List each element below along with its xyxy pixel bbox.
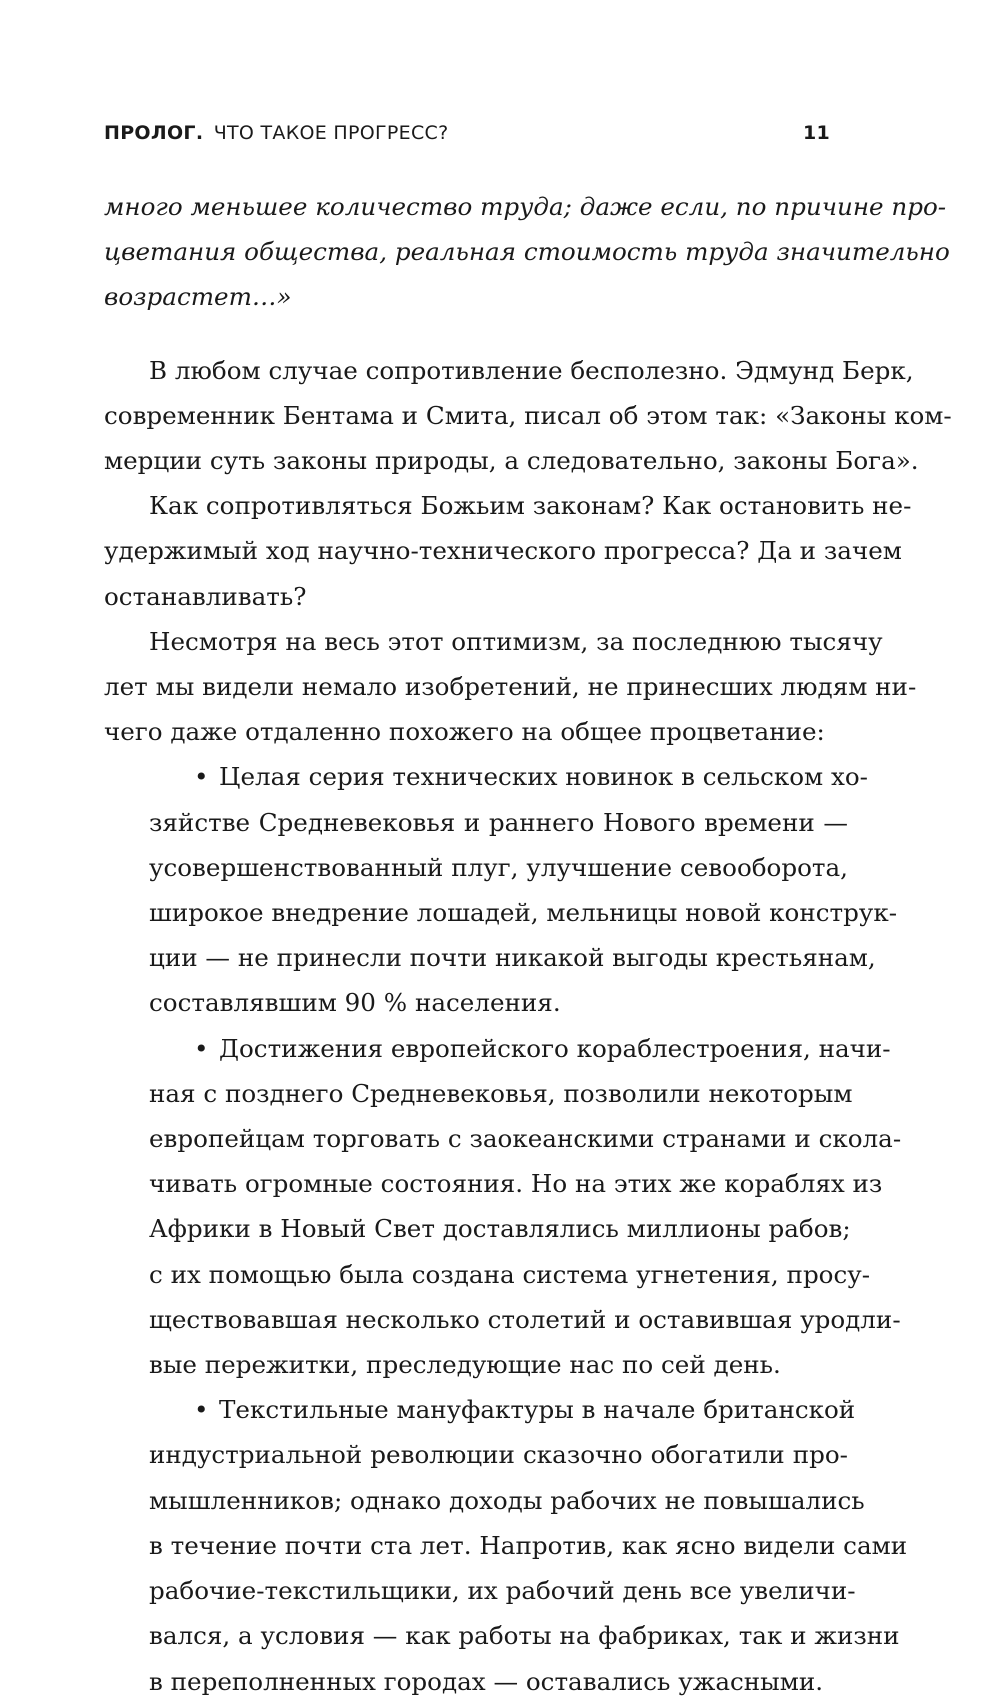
list-item-line: зяйстве Средневековья и раннего Нового времени —: [149, 807, 848, 837]
list-item-line: в течение почти ста лет. Напротив, как ясно видели сами: [149, 1530, 908, 1560]
list-item: [104, 754, 898, 1025]
text-line: лет мы видели немало изобретений, не принесших людям ни-: [104, 672, 917, 702]
list-item-line: чивать огромные состояния. Но на этих же кораблях из: [149, 1169, 883, 1199]
bullet-icon: •: [194, 1033, 209, 1063]
list-item-line: мышленников; однако доходы рабочих не повышались: [149, 1485, 865, 1515]
paragraph: [104, 619, 917, 755]
running-header: [104, 122, 834, 152]
list-item-line: с их помощью была создана система угнетения, просу-: [149, 1259, 871, 1289]
text-line: мерции суть законы природы, а следовательно, законы Бога».: [104, 446, 919, 476]
list-item-text: Текстильные мануфактуры в начале британской: [219, 1395, 856, 1425]
quote-line: возрастет…»: [104, 282, 292, 312]
text-line: современник Бентама и Смита, писал об этом так: «Законы ком-: [104, 400, 952, 430]
list-item-line: широкое внедрение лошадей, мельницы новой конструк-: [149, 898, 898, 928]
text-line: В любом случае сопротивление бесполезно. Эдмунд Берк,: [149, 355, 914, 385]
page-body: [104, 184, 952, 1704]
list-item-line: индустриальной революции сказочно обогатили про-: [149, 1440, 848, 1470]
chapter-label: ПРОЛОГ.: [104, 122, 204, 144]
list-item-text: Целая серия технических новинок в сельском хо-: [219, 762, 868, 792]
list-item: [104, 1387, 908, 1703]
block-quote: [104, 184, 950, 320]
quote-line: много меньшее количество труда; даже если, по причине про-: [104, 192, 947, 221]
text-line: удержимый ход научно-технического прогресса? Да и зачем: [104, 536, 902, 566]
list-item-line: вался, а условия — как работы на фабриках, так и жизни: [149, 1621, 900, 1651]
list-item-line: ции — не принесли почти никакой выгоды крестьянам,: [149, 943, 876, 973]
text-line: останавливать?: [104, 581, 307, 611]
list-item-line: [104, 1026, 891, 1071]
paragraph: [104, 483, 912, 619]
list-item: [104, 1026, 902, 1388]
bullet-icon: •: [194, 1395, 209, 1425]
text-line: Как сопротивляться Божьим законам? Как остановить не-: [149, 491, 912, 521]
list-item-line: ная с позднего Средневековья, позволили некоторым: [149, 1078, 853, 1108]
list-item-line: вые пережитки, преследующие нас по сей день.: [149, 1350, 781, 1380]
list-item-line: Африки в Новый Свет доставлялись миллионы рабов;: [149, 1214, 851, 1244]
list-item-line: европейцам торговать с заокеанскими странами и скола-: [149, 1124, 902, 1154]
list-item-line: [104, 1387, 856, 1432]
page-number: 11: [802, 122, 830, 144]
list-item-text: Достижения европейского кораблестроения, начи-: [219, 1033, 891, 1063]
list-item-line: усовершенствованный плуг, улучшение севооборота,: [149, 852, 848, 882]
bullet-icon: •: [194, 762, 209, 792]
list-item-line: ществовавшая несколько столетий и оставившая уродли-: [149, 1304, 901, 1334]
quote-line: цветания общества, реальная стоимость труда значительно: [104, 237, 950, 267]
paragraph: [104, 348, 952, 484]
list-item-line: [104, 754, 868, 799]
list-item-line: рабочие-текстильщики, их рабочий день все увеличи-: [149, 1576, 856, 1606]
paragraph-gap: [104, 320, 848, 348]
text-line: Несмотря на весь этот оптимизм, за последнюю тысячу: [149, 626, 883, 656]
text-line: чего даже отдаленно похожего на общее процветание:: [104, 717, 825, 747]
list-item-line: составлявшим 90 % населения.: [149, 988, 561, 1018]
chapter-title: ЧТО ТАКОЕ ПРОГРЕСС?: [213, 122, 449, 144]
list-item-line: в переполненных городах — оставались ужасными.: [149, 1666, 824, 1696]
